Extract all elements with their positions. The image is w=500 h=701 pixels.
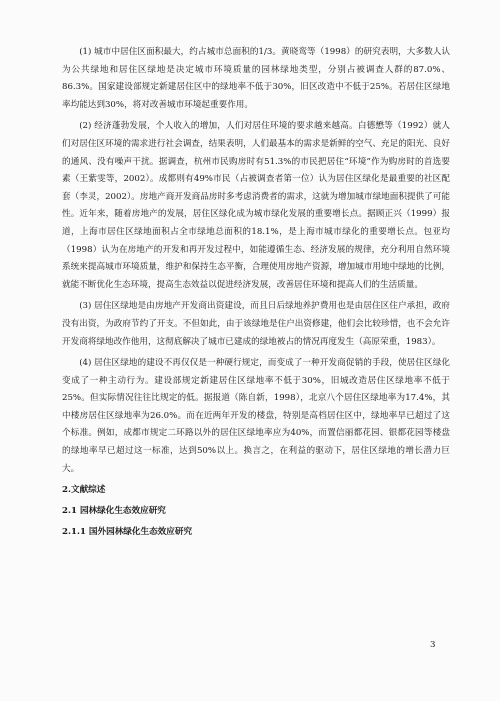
page-number: 3 [430, 640, 436, 650]
paragraph-4: (4) 居住区绿地的建设不再仅仅是一种硬行规定，而变成了一种开发商促销的手段，使居住区绿化变成了一种主动行为。建设部规定新建居住区绿地率不低于30%，旧城改造居住区绿地率不低于25%。但实际情况往往比规定的低。据报道（陈自新，1998），北京八个居住区绿地率为17.4%，其中楼房居住区绿地率为26.0%。而在近两年开发的楼盘，特别是高档居住区中，绿地率早已超过了这个标准。例如，成都市规定二环路以外的居住区绿地率应为40%，而置信丽都花园、银都花园等楼盘的绿地率早已超过这一标准，达到50%以上。换言之，在利益的驱动下，居住区绿地的增长潜力巨大。 [62, 358, 450, 474]
paragraph-2: (2) 经济蓬勃发展，个人收入的增加，人们对居住环境的要求越来越高。白德懋等（1992）就人们对居住区环境的需求进行社会调查，结果表明，人们最基本的需求是新鲜的空气、充足的阳光、良好的通风、没有噪声干扰。据调查，杭州市民购房时有51.3%的市民把居住“环境”作为购房时的首选要素（王紫雯等，2002）。成都则有49%市民（占被调查者第一位）认为居住区绿化是最重要的社区配套（李灵，2002）。房地产商开发商品房时多考虑消费者的需求，这就为增加城市绿地面积提供了可能性。近年来，随着房地产的发展，居住区绿化成为城市绿化发展的重要增长点。据顾正兴（1999）报道，上海市居住区绿地面积占全市绿地总面积的18.1%，是上海市城市绿化的重要增长点。包亚均（1998）认为在房地产的开发和再开发过程中，如能遵循生态、经济发展的规律，充分利用自然环境系统来提高城市环境质量，维护和保持生态平衡，合理使用房地产资源，增加城市用地中绿地的比例，就能不断优化生态环境，提高生态效益以促进经济发展，改善居住环境和提高人们的生活质量。 [62, 121, 450, 290]
paragraph-1: (1) 城市中居住区面积最大，约占城市总面积的1/3。黄晓鸾等（1998）的研究表明，大多数人认为公共绿地和居住区绿地是决定城市环境质量的园林绿地类型，分别占被调查人群的87.0%、86.3%。国家建设部规定新建居住区中的绿地率不低于30%，旧区改造中不低于25%。若居住区绿地率均能达到30%，将对改善城市环境起重要作用。 [62, 47, 450, 110]
document-body [62, 44, 450, 541]
subsubsection-heading-foreign-research: 2.1.1 国外园林绿化生态效应研究 [62, 527, 193, 538]
paragraph-3: (3) 居住区绿地是由房地产开发商出资建设，而且日后绿地养护费用也是由居住区住户承担，政府没有出资，为政府节约了开支。不但如此，由于该绿地是住户出资修建，他们会比较珍惜，也不会允许开发商将绿地改作他用，这彻底解决了城市已建成的绿地被占的情况再度发生（高原荣重，1983）。 [62, 301, 450, 347]
subsection-heading-ecological-effects: 2.1 园林绿化生态效应研究 [62, 506, 166, 517]
section-heading-literature-review: 2.文献综述 [62, 485, 106, 496]
